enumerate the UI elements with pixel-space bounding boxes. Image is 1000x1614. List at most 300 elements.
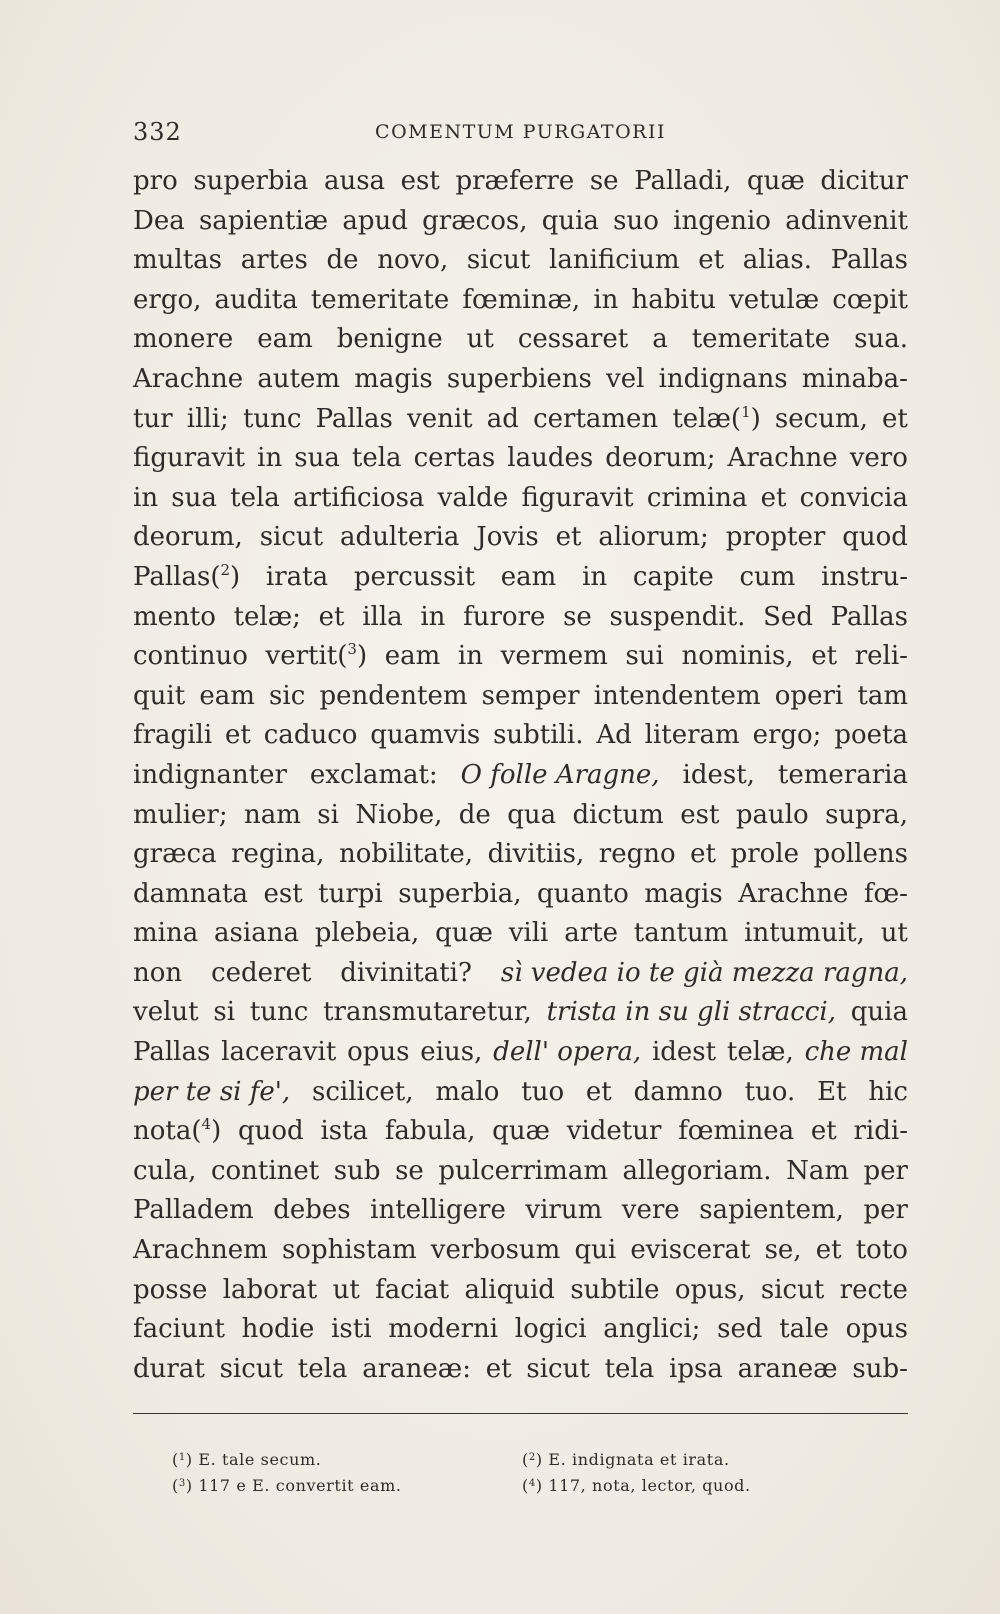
word-text: mento	[133, 601, 216, 632]
word-text: cœpit	[832, 284, 908, 315]
word	[850, 439, 908, 479]
word	[739, 558, 795, 598]
word-text: subtili.	[493, 720, 584, 751]
word	[331, 1310, 371, 1350]
word-text: et	[810, 1116, 837, 1147]
word-text: tela	[230, 482, 280, 513]
word	[370, 716, 480, 756]
word	[323, 993, 532, 1033]
word	[431, 1231, 561, 1271]
word	[324, 162, 385, 202]
word-text: quamvis	[370, 720, 481, 751]
word	[775, 400, 868, 440]
word-text: eam	[257, 324, 313, 355]
word-text: intelligere	[370, 1195, 506, 1226]
word	[802, 360, 908, 400]
word-text: operi	[774, 680, 844, 711]
footnote-rule	[133, 1413, 908, 1414]
word-text: laudes	[507, 443, 594, 474]
word-text: ingenio	[673, 205, 771, 236]
word	[593, 281, 618, 321]
word	[680, 796, 719, 836]
word-text: præferre	[455, 166, 575, 196]
word-text: per	[863, 1155, 908, 1186]
word-text: apud	[342, 205, 408, 236]
word-text: posse	[133, 1274, 208, 1305]
word-text: et	[318, 601, 345, 632]
word-text: sicut	[466, 245, 531, 276]
word-text: anglici;	[603, 1314, 701, 1345]
word	[669, 1350, 723, 1390]
word	[260, 518, 323, 558]
word	[673, 202, 771, 242]
word-text: literam	[644, 720, 740, 751]
word-text: sua	[171, 482, 217, 513]
word-text: certamen	[533, 403, 659, 434]
text-line	[133, 914, 908, 954]
word	[811, 1112, 837, 1152]
word-text: superbia,	[398, 878, 522, 909]
word-text: venit	[407, 403, 473, 434]
word-text: fragili	[133, 720, 213, 751]
word	[398, 875, 521, 915]
word	[133, 796, 228, 836]
word-text: tantum	[633, 918, 729, 949]
word	[622, 1191, 680, 1231]
word-text: semper	[481, 680, 580, 711]
word	[337, 320, 443, 360]
word-text: fœ-	[863, 878, 908, 909]
word-text: et	[690, 839, 717, 870]
word-text: quæ	[746, 166, 805, 196]
word	[133, 241, 222, 281]
text-line	[133, 756, 908, 796]
word-text: furore	[463, 601, 546, 632]
word-text: Arachne	[738, 878, 849, 909]
word-text: adulteria	[340, 522, 460, 553]
word-text: pollens	[813, 839, 908, 870]
word	[133, 558, 240, 598]
word-text: si	[317, 799, 339, 830]
footnote-reference: ($^1$)	[730, 402, 761, 434]
word-text: certas	[413, 443, 496, 474]
word-text: magis	[644, 878, 723, 909]
word	[521, 479, 633, 519]
word-text: regina,	[231, 839, 325, 870]
word-text: arte	[564, 918, 618, 949]
word	[786, 1152, 849, 1192]
word-text: in	[593, 284, 619, 315]
word	[556, 518, 582, 558]
word-text: eviscerat	[630, 1235, 751, 1266]
word	[223, 1271, 318, 1311]
word	[242, 1310, 315, 1350]
footnote-reference: ($^4$)	[191, 1115, 222, 1147]
word	[821, 558, 908, 598]
word	[743, 241, 812, 281]
word	[675, 1271, 746, 1311]
footnote-reference: ($^2$)	[210, 560, 241, 592]
word	[699, 1191, 844, 1231]
word-text: tuo.	[744, 1076, 796, 1107]
word-text: vero	[849, 443, 908, 474]
word	[690, 835, 716, 875]
footnote-row	[172, 1447, 872, 1473]
word	[282, 1231, 417, 1271]
word	[515, 1310, 587, 1350]
word-text: in	[257, 443, 283, 474]
footnote-4: ($^4$) 117, nota, lector, quod.	[522, 1476, 751, 1495]
word	[133, 914, 198, 954]
word	[420, 1033, 482, 1073]
word	[187, 400, 229, 440]
word-text: de	[326, 245, 359, 276]
word-text: ad	[486, 403, 519, 434]
word	[133, 1073, 290, 1113]
word-text: nota	[133, 1116, 192, 1147]
word	[492, 1112, 550, 1152]
word-text: et	[698, 245, 725, 276]
word-text: temeritate	[310, 284, 450, 315]
word	[354, 558, 475, 598]
word-text: malo	[435, 1076, 500, 1107]
word-text: damno	[633, 1076, 723, 1107]
word-text: mina	[133, 918, 199, 949]
word	[312, 1073, 414, 1113]
word	[377, 241, 448, 281]
word	[647, 479, 748, 519]
text-line	[133, 202, 908, 242]
word-text: eam	[384, 641, 441, 672]
text-line	[133, 360, 908, 400]
word-text: est	[263, 878, 303, 909]
word-text: vetulæ	[729, 284, 820, 315]
word-text: trista in su gli stracci,	[546, 997, 836, 1028]
word	[567, 1112, 662, 1152]
word	[625, 637, 663, 677]
word	[333, 1271, 360, 1311]
word	[817, 1073, 846, 1113]
word-text: multas	[133, 245, 223, 276]
word	[547, 993, 836, 1033]
word-text: O folle Aragne,	[460, 759, 660, 790]
word-text: intendentem	[593, 680, 761, 711]
word-text: per te si fe',	[133, 1076, 291, 1107]
word-text: divinitati?	[340, 957, 472, 988]
word	[778, 756, 908, 796]
word-text: se,	[764, 1235, 802, 1266]
word	[133, 1112, 221, 1152]
word	[863, 1191, 907, 1231]
word-text: vere	[621, 1195, 680, 1226]
word	[882, 400, 908, 440]
text-line	[133, 400, 908, 440]
word	[501, 637, 608, 677]
word-text: virum	[525, 1195, 603, 1226]
word	[250, 993, 309, 1033]
text-line	[133, 1112, 908, 1152]
word	[264, 716, 358, 756]
word-text: suspendit.	[609, 601, 746, 632]
word-text: ista	[320, 1116, 369, 1147]
word-text: idest,	[682, 759, 755, 790]
word-text: tur	[133, 403, 173, 434]
word	[738, 875, 848, 915]
word	[463, 598, 545, 638]
word	[610, 598, 746, 638]
word-text: reli-	[854, 641, 908, 672]
word	[334, 1152, 381, 1192]
word	[273, 1191, 350, 1231]
word	[842, 518, 908, 558]
word	[518, 320, 628, 360]
word	[133, 875, 248, 915]
word	[199, 677, 255, 717]
word	[811, 637, 837, 677]
word	[370, 1191, 506, 1231]
word	[340, 518, 459, 558]
word-text: vertit	[265, 641, 338, 672]
word-text: ergo,	[133, 284, 202, 315]
word	[467, 320, 494, 360]
word	[814, 835, 908, 875]
word	[564, 914, 618, 954]
word-text: araneæ:	[362, 1353, 471, 1384]
word	[852, 1350, 908, 1390]
word	[257, 360, 340, 400]
word-text: tunc	[242, 403, 302, 434]
word	[352, 439, 402, 479]
word	[596, 716, 631, 756]
word-text: sicut	[259, 522, 324, 553]
word	[526, 1350, 589, 1390]
word-text: Palladi,	[634, 166, 732, 196]
word-text: vermem	[500, 641, 608, 672]
word	[438, 1152, 608, 1192]
word-text: suo	[613, 205, 659, 236]
word	[634, 162, 731, 202]
word	[317, 796, 339, 836]
word-text: se	[395, 1155, 424, 1186]
word	[820, 162, 907, 202]
word-text: nam	[244, 799, 301, 830]
footnote-mark: 3	[347, 640, 357, 659]
word	[133, 162, 178, 202]
word-text: temeritate	[691, 324, 831, 355]
word	[682, 637, 794, 677]
word-text: supra,	[825, 799, 908, 830]
word	[856, 1231, 908, 1271]
word-text: toto	[855, 1235, 908, 1266]
word-text: græca	[133, 839, 217, 870]
word	[644, 875, 722, 915]
word-text: Arachne	[727, 443, 838, 474]
word-text: dictum	[572, 799, 664, 830]
footnote-3: ($^3$) 117 e E. convertit eam.	[172, 1476, 402, 1495]
word-text: temeraria	[777, 759, 908, 790]
word	[800, 479, 908, 519]
word-text: aliorum;	[598, 522, 709, 553]
word-text: videtur	[566, 1116, 662, 1147]
word	[779, 1310, 829, 1350]
word	[214, 914, 299, 954]
word-text: telæ,	[726, 1037, 794, 1068]
word	[340, 954, 472, 994]
word	[459, 796, 491, 836]
word	[598, 518, 708, 558]
word-text: figuravit	[133, 443, 246, 474]
word	[133, 1231, 268, 1271]
word-text: sì vedea io te già mezza ragna,	[500, 957, 908, 988]
word-text: Jovis	[476, 522, 539, 553]
word-text: sic	[269, 680, 306, 711]
word-text: et	[485, 1353, 512, 1384]
word-text: quit	[133, 680, 186, 711]
word-text: transmutaretur,	[323, 997, 532, 1028]
word	[605, 439, 715, 479]
text-line	[133, 479, 908, 519]
word-text: a	[652, 324, 668, 355]
word	[840, 1271, 908, 1311]
word	[241, 241, 308, 281]
word-text: superbiens	[446, 363, 592, 394]
word	[831, 241, 908, 281]
word-text: eam	[199, 680, 255, 711]
word	[775, 677, 843, 717]
word	[133, 360, 243, 400]
text-line	[133, 558, 908, 598]
word	[683, 756, 755, 796]
word-text: damnata	[133, 878, 248, 909]
word	[316, 400, 393, 440]
word	[572, 796, 663, 836]
word	[634, 1073, 723, 1113]
text-line	[133, 439, 908, 479]
word	[738, 1350, 838, 1390]
word-text: si	[213, 997, 236, 1028]
word	[816, 1231, 842, 1271]
word	[266, 637, 368, 677]
word-text: subtile	[570, 1274, 660, 1305]
word-text: opus,	[674, 1274, 746, 1305]
word	[133, 439, 245, 479]
word-text: irata	[265, 561, 329, 592]
word	[603, 1310, 700, 1350]
word	[594, 677, 761, 717]
word	[133, 598, 216, 638]
word	[342, 202, 408, 242]
word	[805, 1033, 908, 1073]
word-text: continet	[210, 1155, 320, 1186]
word-text: mulier;	[133, 799, 228, 830]
word	[298, 1350, 348, 1390]
word-text: plebeia,	[314, 918, 420, 949]
word-text: Arachnem	[133, 1235, 268, 1266]
word	[422, 202, 527, 242]
word-text: novo,	[377, 245, 449, 276]
word	[231, 835, 324, 875]
word-text: quod	[237, 1116, 304, 1147]
text-line	[133, 320, 908, 360]
word	[864, 1152, 908, 1192]
word-text: est	[680, 799, 720, 830]
word-text: Niobe,	[355, 799, 443, 830]
word	[744, 914, 865, 954]
text-line	[133, 993, 908, 1033]
word	[605, 1350, 655, 1390]
word	[133, 320, 233, 360]
word	[269, 677, 305, 717]
page-number: 332	[133, 118, 182, 146]
word	[257, 320, 313, 360]
footnote-mark: 1	[741, 402, 751, 421]
word	[230, 479, 280, 519]
word-text: continuo	[133, 641, 248, 672]
word	[525, 1191, 602, 1231]
word-text: quanto	[537, 878, 629, 909]
text-line	[133, 518, 908, 558]
word	[613, 202, 659, 242]
word	[133, 1350, 205, 1390]
word	[238, 1112, 304, 1152]
word	[133, 1152, 196, 1192]
word-text: in	[582, 561, 608, 592]
word-text: minaba-	[801, 363, 908, 394]
footnote-2: ($^2$) E. indignata et irata.	[522, 1450, 730, 1469]
word-text: sub	[333, 1155, 381, 1186]
word	[729, 281, 819, 321]
word	[133, 518, 243, 558]
word	[563, 598, 592, 638]
word	[623, 1152, 772, 1192]
word-text: Pallas	[830, 601, 908, 632]
word-text: in	[420, 601, 446, 632]
word	[590, 162, 619, 202]
word	[851, 993, 908, 1033]
word	[385, 637, 441, 677]
word-text: tela	[297, 1353, 348, 1384]
word-text: logici	[514, 1314, 587, 1345]
word-text: fœminæ,	[462, 284, 581, 315]
word	[854, 320, 908, 360]
word	[501, 558, 557, 598]
word-text: cum	[739, 561, 796, 592]
word-text: alias.	[742, 245, 812, 276]
word	[761, 479, 787, 519]
word-text: sua.	[854, 324, 908, 355]
text-line	[133, 281, 908, 321]
word	[362, 598, 402, 638]
word-text: araneæ	[737, 1353, 838, 1384]
word	[215, 281, 298, 321]
word-text: ergo;	[752, 720, 822, 751]
word	[487, 400, 519, 440]
word	[881, 914, 908, 954]
word-text: tale	[779, 1314, 829, 1345]
word	[857, 677, 908, 717]
word-text: vel	[606, 363, 645, 394]
word-text: audita	[214, 284, 298, 315]
word	[461, 756, 660, 796]
text-line	[133, 637, 908, 677]
word-text: nobilitate,	[338, 839, 474, 870]
running-head	[133, 118, 908, 148]
word	[599, 835, 676, 875]
word	[728, 439, 838, 479]
word	[745, 1073, 796, 1113]
word-text: sua	[294, 443, 340, 474]
word	[634, 914, 729, 954]
